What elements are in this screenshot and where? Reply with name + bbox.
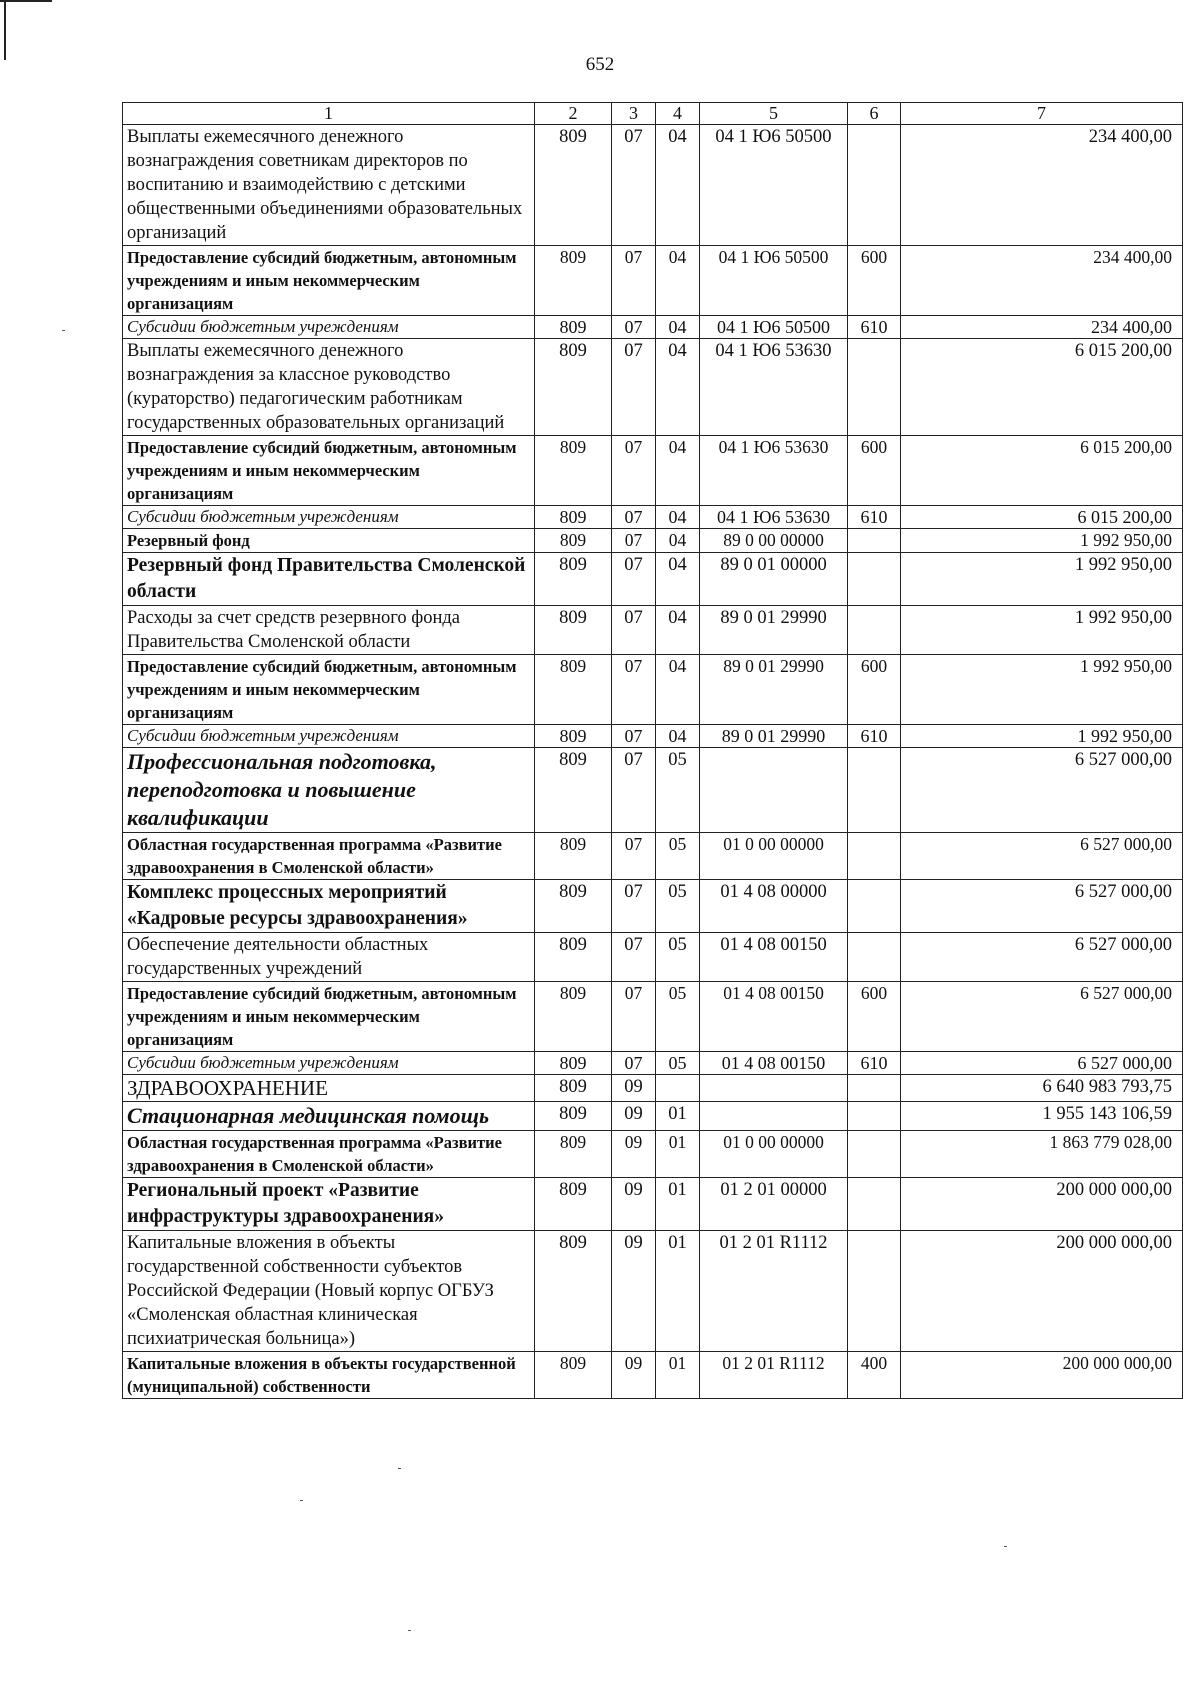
row-name-cell: Областная государственная программа «Развитие здравоохранения в Смоленской области» — [123, 1131, 535, 1178]
row-name-cell: Выплаты ежемесячного денежного вознаграждения за классное руководство (кураторство) педагогическим работникам государственных образовательных организаций — [123, 339, 535, 436]
row-subsection-cell: 01 — [656, 1178, 700, 1231]
row-name-cell: Субсидии бюджетным учреждениям — [123, 725, 535, 748]
scan-edge-left — [4, 0, 6, 60]
row-subsection-cell: 04 — [656, 316, 700, 339]
row-subsection-cell: 04 — [656, 246, 700, 316]
row-amount-cell: 6 015 200,00 — [901, 506, 1183, 529]
row-subsection-cell: 01 — [656, 1131, 700, 1178]
row-section-cell: 07 — [612, 606, 656, 655]
row-name-cell: Комплекс процессных мероприятий «Кадровые ресурсы здравоохранения» — [123, 880, 535, 933]
row-amount-cell: 6 527 000,00 — [901, 982, 1183, 1052]
row-code-cell: 809 — [535, 725, 612, 748]
table-row — [123, 339, 1183, 436]
row-target-article-cell — [700, 1102, 848, 1131]
row-section-cell: 07 — [612, 316, 656, 339]
row-name-cell: Капитальные вложения в объекты государственной (муниципальной) собственности — [123, 1352, 535, 1399]
row-amount-cell: 6 527 000,00 — [901, 933, 1183, 982]
row-subsection-cell: 01 — [656, 1352, 700, 1399]
row-amount-cell: 6 015 200,00 — [901, 436, 1183, 506]
row-expense-type-cell: 610 — [848, 506, 901, 529]
row-target-article-cell: 01 4 08 00150 — [700, 933, 848, 982]
row-target-article-cell: 04 1 Ю6 53630 — [700, 436, 848, 506]
row-target-article-cell: 89 0 01 29990 — [700, 725, 848, 748]
row-target-article-cell — [700, 748, 848, 833]
row-expense-type-cell: 400 — [848, 1352, 901, 1399]
row-section-cell: 07 — [612, 529, 656, 553]
row-section-cell: 09 — [612, 1075, 656, 1102]
row-name-cell: Предоставление субсидий бюджетным, автономным учреждениям и иным некоммерческим организациям — [123, 436, 535, 506]
row-target-article-cell: 01 2 01 00000 — [700, 1178, 848, 1231]
row-target-article-cell: 89 0 01 00000 — [700, 553, 848, 606]
row-subsection-cell: 05 — [656, 1052, 700, 1075]
row-amount-cell: 1 992 950,00 — [901, 655, 1183, 725]
row-section-cell: 09 — [612, 1178, 656, 1231]
row-code-cell: 809 — [535, 553, 612, 606]
row-section-cell: 07 — [612, 1052, 656, 1075]
row-subsection-cell: 05 — [656, 933, 700, 982]
table-body — [123, 125, 1183, 1399]
row-subsection-cell: 04 — [656, 436, 700, 506]
header-cell-6: 6 — [848, 103, 901, 125]
budget-table-container — [122, 102, 1182, 1399]
row-expense-type-cell: 600 — [848, 655, 901, 725]
row-amount-cell: 234 400,00 — [901, 246, 1183, 316]
row-amount-cell: 6 640 983 793,75 — [901, 1075, 1183, 1102]
table-row — [123, 606, 1183, 655]
row-name-cell: Капитальные вложения в объекты государственной собственности субъектов Российской Федерации (Новый корпус ОГБУЗ «Смоленская областная клиническая психиатрическая больница») — [123, 1231, 535, 1352]
row-code-cell: 809 — [535, 933, 612, 982]
header-cell-2: 2 — [535, 103, 612, 125]
row-expense-type-cell — [848, 529, 901, 553]
row-target-article-cell: 01 4 08 00000 — [700, 880, 848, 933]
row-expense-type-cell: 600 — [848, 246, 901, 316]
row-subsection-cell: 04 — [656, 506, 700, 529]
row-target-article-cell: 04 1 Ю6 50500 — [700, 246, 848, 316]
row-section-cell: 07 — [612, 933, 656, 982]
row-expense-type-cell — [848, 880, 901, 933]
row-amount-cell: 1 955 143 106,59 — [901, 1102, 1183, 1131]
scan-speck — [62, 330, 65, 331]
table-row — [123, 125, 1183, 246]
row-expense-type-cell: 610 — [848, 1052, 901, 1075]
row-name-cell: Резервный фонд — [123, 529, 535, 553]
row-expense-type-cell — [848, 1178, 901, 1231]
row-expense-type-cell — [848, 748, 901, 833]
row-section-cell: 07 — [612, 725, 656, 748]
row-expense-type-cell — [848, 606, 901, 655]
table-row — [123, 725, 1183, 748]
row-code-cell: 809 — [535, 655, 612, 725]
row-section-cell: 07 — [612, 748, 656, 833]
row-section-cell: 07 — [612, 339, 656, 436]
scan-speck — [1004, 1546, 1007, 1547]
row-subsection-cell — [656, 1075, 700, 1102]
row-code-cell: 809 — [535, 982, 612, 1052]
row-subsection-cell: 04 — [656, 553, 700, 606]
row-amount-cell: 234 400,00 — [901, 125, 1183, 246]
row-name-cell: Предоставление субсидий бюджетным, автономным учреждениям и иным некоммерческим организациям — [123, 982, 535, 1052]
row-code-cell: 809 — [535, 339, 612, 436]
row-subsection-cell: 04 — [656, 339, 700, 436]
table-row — [123, 1352, 1183, 1399]
row-code-cell: 809 — [535, 506, 612, 529]
row-name-cell: Предоставление субсидий бюджетным, автономным учреждениям и иным некоммерческим организациям — [123, 655, 535, 725]
row-expense-type-cell — [848, 933, 901, 982]
row-code-cell: 809 — [535, 125, 612, 246]
row-code-cell: 809 — [535, 1052, 612, 1075]
row-amount-cell: 1 992 950,00 — [901, 725, 1183, 748]
row-target-article-cell: 89 0 01 29990 — [700, 655, 848, 725]
row-amount-cell: 6 527 000,00 — [901, 1052, 1183, 1075]
row-target-article-cell — [700, 1075, 848, 1102]
row-name-cell: ЗДРАВООХРАНЕНИЕ — [123, 1075, 535, 1102]
table-row — [123, 655, 1183, 725]
row-name-cell: Предоставление субсидий бюджетным, автономным учреждениям и иным некоммерческим организациям — [123, 246, 535, 316]
row-expense-type-cell — [848, 1075, 901, 1102]
row-expense-type-cell — [848, 1102, 901, 1131]
scan-edge-top — [0, 0, 52, 2]
row-code-cell: 809 — [535, 316, 612, 339]
header-cell-5: 5 — [700, 103, 848, 125]
row-target-article-cell: 01 0 00 00000 — [700, 1131, 848, 1178]
row-amount-cell: 1 992 950,00 — [901, 529, 1183, 553]
row-code-cell: 809 — [535, 529, 612, 553]
row-expense-type-cell — [848, 339, 901, 436]
row-code-cell: 809 — [535, 748, 612, 833]
row-name-cell: Выплаты ежемесячного денежного вознаграждения советникам директоров по воспитанию и взаимодействию с детскими общественными объединениями образовательных организаций — [123, 125, 535, 246]
table-row — [123, 246, 1183, 316]
row-section-cell: 09 — [612, 1102, 656, 1131]
table-row — [123, 933, 1183, 982]
row-amount-cell: 6 527 000,00 — [901, 748, 1183, 833]
row-expense-type-cell — [848, 125, 901, 246]
row-subsection-cell: 01 — [656, 1231, 700, 1352]
table-row — [123, 1231, 1183, 1352]
scan-speck — [300, 1500, 303, 1501]
row-amount-cell: 1 992 950,00 — [901, 606, 1183, 655]
header-row — [123, 103, 1183, 125]
table-row — [123, 1075, 1183, 1102]
row-name-cell: Областная государственная программа «Развитие здравоохранения в Смоленской области» — [123, 833, 535, 880]
row-target-article-cell: 04 1 Ю6 50500 — [700, 316, 848, 339]
row-name-cell: Субсидии бюджетным учреждениям — [123, 316, 535, 339]
table-row — [123, 1052, 1183, 1075]
row-subsection-cell: 04 — [656, 125, 700, 246]
row-subsection-cell: 05 — [656, 880, 700, 933]
row-expense-type-cell — [848, 553, 901, 606]
table-row — [123, 833, 1183, 880]
row-target-article-cell: 04 1 Ю6 50500 — [700, 125, 848, 246]
row-section-cell: 07 — [612, 506, 656, 529]
row-section-cell: 09 — [612, 1131, 656, 1178]
scan-speck — [398, 1468, 401, 1469]
row-code-cell: 809 — [535, 1178, 612, 1231]
row-code-cell: 809 — [535, 1131, 612, 1178]
budget-table — [122, 102, 1183, 1399]
row-code-cell: 809 — [535, 1075, 612, 1102]
row-target-article-cell: 89 0 00 00000 — [700, 529, 848, 553]
row-name-cell: Профессиональная подготовка, переподготовка и повышение квалификации — [123, 748, 535, 833]
header-cell-3: 3 — [612, 103, 656, 125]
row-section-cell: 07 — [612, 655, 656, 725]
row-expense-type-cell: 610 — [848, 316, 901, 339]
row-name-cell: Обеспечение деятельности областных государственных учреждений — [123, 933, 535, 982]
header-cell-7: 7 — [901, 103, 1183, 125]
table-row — [123, 880, 1183, 933]
table-row — [123, 982, 1183, 1052]
row-subsection-cell: 01 — [656, 1102, 700, 1131]
row-section-cell: 09 — [612, 1352, 656, 1399]
table-row — [123, 1102, 1183, 1131]
row-code-cell: 809 — [535, 833, 612, 880]
row-amount-cell: 200 000 000,00 — [901, 1352, 1183, 1399]
row-section-cell: 07 — [612, 125, 656, 246]
table-row — [123, 1131, 1183, 1178]
row-amount-cell: 200 000 000,00 — [901, 1178, 1183, 1231]
page-number: 652 — [585, 54, 615, 75]
row-section-cell: 07 — [612, 833, 656, 880]
row-amount-cell: 1 992 950,00 — [901, 553, 1183, 606]
row-expense-type-cell: 600 — [848, 982, 901, 1052]
table-row — [123, 529, 1183, 553]
scan-speck — [408, 1630, 411, 1631]
row-subsection-cell: 05 — [656, 982, 700, 1052]
row-expense-type-cell — [848, 1231, 901, 1352]
row-target-article-cell: 01 0 00 00000 — [700, 833, 848, 880]
row-expense-type-cell: 610 — [848, 725, 901, 748]
row-name-cell: Субсидии бюджетным учреждениям — [123, 1052, 535, 1075]
row-name-cell: Региональный проект «Развитие инфраструктуры здравоохранения» — [123, 1178, 535, 1231]
row-code-cell: 809 — [535, 606, 612, 655]
row-subsection-cell: 04 — [656, 606, 700, 655]
row-amount-cell: 234 400,00 — [901, 316, 1183, 339]
row-section-cell: 07 — [612, 436, 656, 506]
row-target-article-cell: 89 0 01 29990 — [700, 606, 848, 655]
row-code-cell: 809 — [535, 1102, 612, 1131]
row-name-cell: Резервный фонд Правительства Смоленской области — [123, 553, 535, 606]
row-name-cell: Расходы за счет средств резервного фонда Правительства Смоленской области — [123, 606, 535, 655]
row-amount-cell: 6 527 000,00 — [901, 833, 1183, 880]
table-row — [123, 553, 1183, 606]
row-code-cell: 809 — [535, 880, 612, 933]
row-target-article-cell: 01 2 01 R1112 — [700, 1231, 848, 1352]
row-code-cell: 809 — [535, 1231, 612, 1352]
row-section-cell: 07 — [612, 553, 656, 606]
row-name-cell: Стационарная медицинская помощь — [123, 1102, 535, 1131]
row-amount-cell: 6 015 200,00 — [901, 339, 1183, 436]
table-row — [123, 1178, 1183, 1231]
row-subsection-cell: 04 — [656, 655, 700, 725]
row-section-cell: 07 — [612, 246, 656, 316]
row-subsection-cell: 04 — [656, 529, 700, 553]
row-target-article-cell: 04 1 Ю6 53630 — [700, 506, 848, 529]
table-row — [123, 748, 1183, 833]
row-target-article-cell: 04 1 Ю6 53630 — [700, 339, 848, 436]
row-subsection-cell: 04 — [656, 725, 700, 748]
row-expense-type-cell: 600 — [848, 436, 901, 506]
row-subsection-cell: 05 — [656, 748, 700, 833]
row-code-cell: 809 — [535, 436, 612, 506]
row-code-cell: 809 — [535, 1352, 612, 1399]
header-cell-1: 1 — [123, 103, 535, 125]
row-target-article-cell: 01 4 08 00150 — [700, 1052, 848, 1075]
row-amount-cell: 1 863 779 028,00 — [901, 1131, 1183, 1178]
row-target-article-cell: 01 4 08 00150 — [700, 982, 848, 1052]
row-target-article-cell: 01 2 01 R1112 — [700, 1352, 848, 1399]
table-row — [123, 316, 1183, 339]
row-amount-cell: 200 000 000,00 — [901, 1231, 1183, 1352]
row-expense-type-cell — [848, 833, 901, 880]
table-row — [123, 436, 1183, 506]
row-amount-cell: 6 527 000,00 — [901, 880, 1183, 933]
header-cell-4: 4 — [656, 103, 700, 125]
row-name-cell: Субсидии бюджетным учреждениям — [123, 506, 535, 529]
row-section-cell: 09 — [612, 1231, 656, 1352]
row-section-cell: 07 — [612, 880, 656, 933]
table-row — [123, 506, 1183, 529]
row-section-cell: 07 — [612, 982, 656, 1052]
row-expense-type-cell — [848, 1131, 901, 1178]
row-code-cell: 809 — [535, 246, 612, 316]
row-subsection-cell: 05 — [656, 833, 700, 880]
